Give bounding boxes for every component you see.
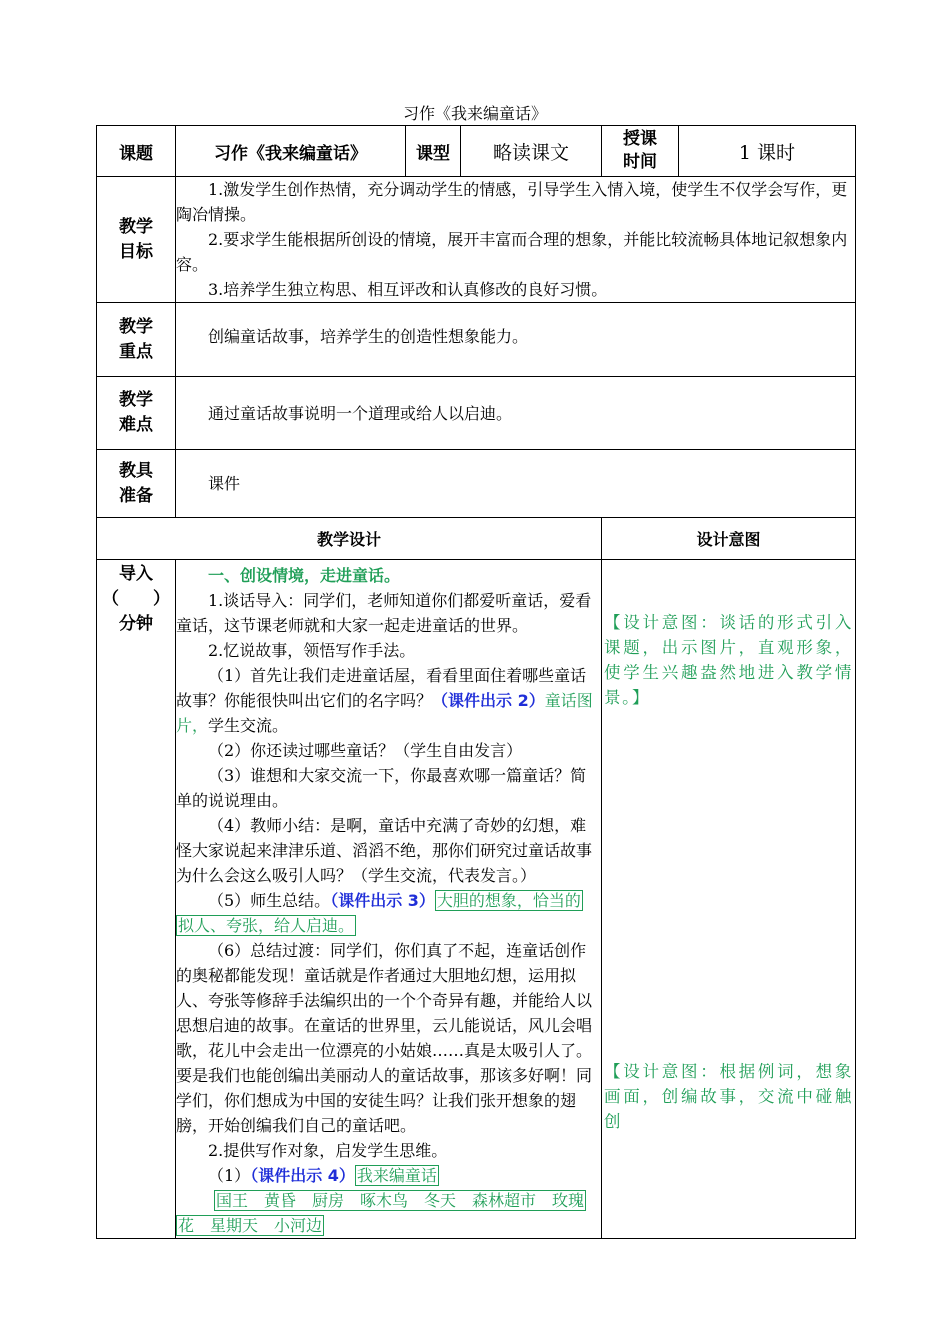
key-points-content <box>176 303 856 377</box>
paragraph <box>176 663 601 738</box>
section-title: 一、创设情境，走进童话。 <box>208 566 401 585</box>
courseware-ref: （课件出示 3） <box>330 891 435 910</box>
difficulties-label <box>97 377 176 450</box>
highlight-text: 童话图片， <box>176 691 593 735</box>
paragraph: 2.忆说故事，领悟写作手法。 <box>208 641 416 660</box>
paragraph: （3）谁想和大家交流一下，你最喜欢哪一篇童话？简单的说说理由。 <box>176 766 587 810</box>
difficulties-text: 通过童话故事说明一个道理或给人以启迪。 <box>208 403 513 423</box>
design-header-left: 教学设计 <box>97 518 602 560</box>
document-title: 习作《我来编童话》 <box>402 104 547 123</box>
paragraph: 2.提供写作对象，启发学生思维。 <box>208 1141 448 1160</box>
paragraph <box>176 913 601 938</box>
hours-label <box>602 126 679 177</box>
difficulties-label-line1: 教学 <box>119 390 153 410</box>
key-points-label-line1: 教学 <box>119 316 153 337</box>
intro-label-line3: 分钟 <box>119 614 153 634</box>
difficulties-row <box>97 377 856 450</box>
intro-row <box>97 560 856 1239</box>
hours-value: 1 课时 <box>679 126 856 177</box>
design-intent: 【设计意图：根据例词，想象画面，创编故事，交流中碰触创 <box>604 1062 853 1131</box>
materials-text: 课件 <box>208 474 241 493</box>
type-value: 略读课文 <box>461 126 602 177</box>
goals-label-line1: 教学 <box>119 216 153 237</box>
materials-label <box>97 450 176 518</box>
design-header-right: 设计意图 <box>602 518 856 560</box>
paragraph-text: （5）师生总结。 <box>208 891 331 910</box>
paragraph-text: 学生交流。 <box>208 716 289 735</box>
key-points-label-line2: 重点 <box>119 341 153 362</box>
goals-row <box>97 177 856 303</box>
difficulties-content <box>176 377 856 450</box>
boxed-text: 我来编童话 <box>356 1166 437 1185</box>
goals-label <box>97 177 176 303</box>
boxed-text: 大胆的想象，恰当的 <box>436 891 581 910</box>
paragraph-text: （1）首先让我们走进童话屋，看看里面住着哪些童话故事？你能很快叫出它们的名字吗？ <box>176 666 587 710</box>
intro-label-line1: 导入 <box>119 564 153 584</box>
header-row <box>97 126 856 177</box>
key-points-label <box>97 303 176 377</box>
difficulties-label-line2: 难点 <box>119 415 153 435</box>
intro-label-line2: （ ） <box>102 589 170 609</box>
materials-row <box>97 450 856 518</box>
paragraph <box>176 888 601 913</box>
topic-value: 习作《我来编童话》 <box>176 126 406 177</box>
intro-content <box>176 560 602 1239</box>
paragraph: （6）总结过渡：同学们，你们真了不起，连童话创作的奥秘都能发现！童话就是作者通过大胆地幻想，运用拟人、夸张等修辞手法编织出的一个个奇异有趣，并能给人以思想启迪的故事。在童话的世界里，云儿能说话，风儿会唱歌，花儿中会走出一位漂亮的小姑娘……真是太吸引人了。要是我们也能创编出美丽动人的童话故事，那该多好啊！同学们，你们想成为中国的安徒生吗？让我们张开想象的翅膀，开始创编我们自己的童话吧。 <box>176 941 593 1135</box>
paragraph <box>176 1163 601 1188</box>
goal-item: 3.培养学生独立构思、相互评改和认真修改的良好习惯。 <box>208 280 608 299</box>
goals-label-line2: 目标 <box>119 241 153 262</box>
design-header-row <box>97 518 856 560</box>
boxed-text: 拟人、夸张，给人启迪。 <box>178 916 355 935</box>
courseware-ref: （课件出示 4） <box>250 1166 355 1185</box>
hours-label-line2: 时间 <box>623 152 657 172</box>
paragraph: （4）教师小结：是啊，童话中充满了奇妙的幻想，难怪大家说起来津津乐道、滔滔不绝，那你们研究过童话故事为什么会这么吸引人吗？（学生交流，代表发言。） <box>176 816 593 885</box>
paragraph: 1.谈话导入：同学们，老师知道你们都爱听童话，爱看童话，这节课老师就和大家一起走进童话的世界。 <box>176 591 592 635</box>
design-intent-column <box>602 560 856 1239</box>
word-list: 花 星期天 小河边 <box>178 1216 323 1235</box>
goal-item: 2.要求学生能根据所创设的情境，展开丰富而合理的想象，并能比较流畅具体地记叙想象内容。 <box>176 230 848 274</box>
design-intent: 【设计意图：谈话的形式引入课题，出示图片，直观形象，使学生兴趣盎然地进入教学情景。】 <box>604 613 853 707</box>
topic-label: 课题 <box>97 126 176 177</box>
materials-label-line1: 教具 <box>119 460 153 481</box>
intro-label <box>97 560 176 1239</box>
goal-item: 1.激发学生创作热情，充分调动学生的情感，引导学生入情入境，使学生不仅学会写作，更陶冶情操。 <box>176 180 848 224</box>
materials-label-line2: 准备 <box>119 485 153 506</box>
courseware-ref: （课件出示 2） <box>432 691 545 710</box>
paragraph <box>176 1213 601 1238</box>
key-points-row <box>97 303 856 377</box>
paragraph <box>176 1188 601 1213</box>
goals-content <box>176 177 856 303</box>
hours-label-line1: 授课 <box>623 129 657 149</box>
lesson-plan-table <box>96 125 856 1239</box>
paragraph: （2）你还读过哪些童话？（学生自由发言） <box>208 741 523 760</box>
materials-content <box>176 450 856 518</box>
type-label: 课型 <box>406 126 461 177</box>
paragraph-text: （1） <box>208 1166 251 1185</box>
key-points-text: 创编童话故事，培养学生的创造性想象能力。 <box>208 327 529 346</box>
word-list: 国王 黄昏 厨房 啄木鸟 冬天 森林超市 玫瑰 <box>216 1191 585 1210</box>
